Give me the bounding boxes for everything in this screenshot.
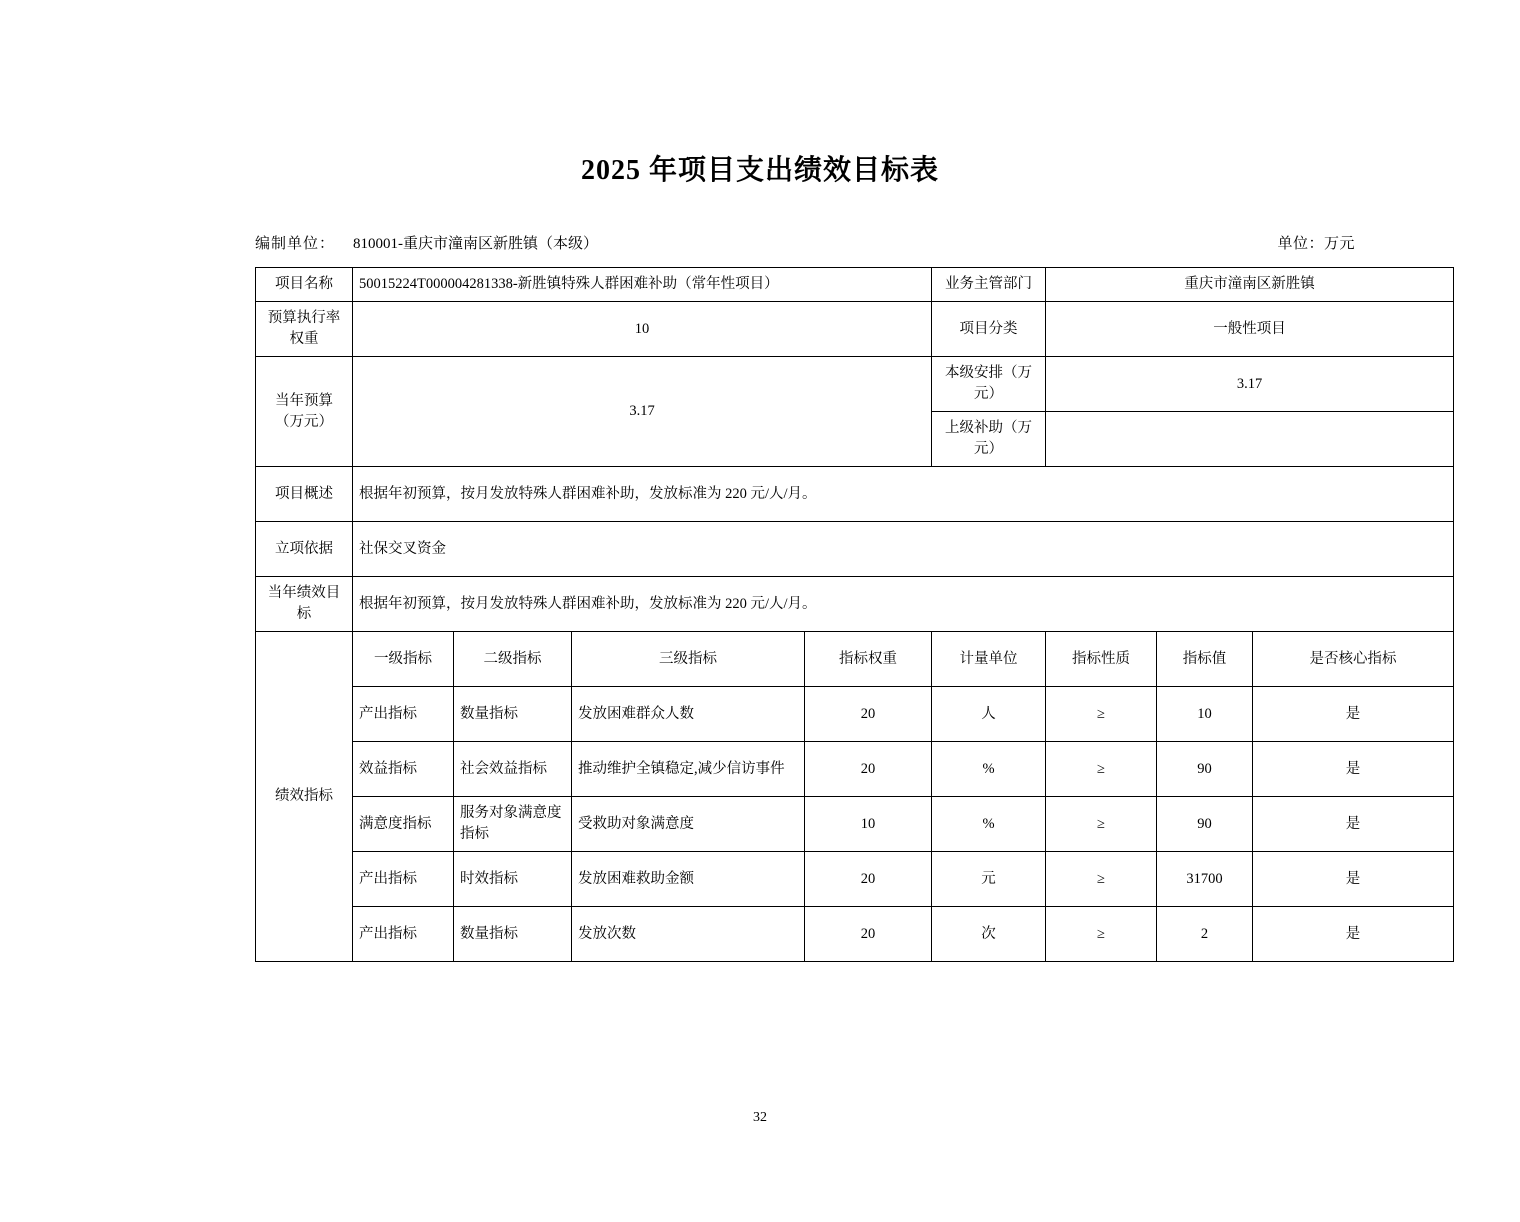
dept-value: 重庆市潼南区新胜镇 bbox=[1046, 268, 1454, 302]
table-row-exec-rate bbox=[256, 302, 1454, 357]
compiling-unit-label: 编制单位： bbox=[255, 236, 336, 252]
indicator-core: 是 bbox=[1253, 907, 1454, 962]
indicator-value: 31700 bbox=[1157, 852, 1253, 907]
indicator-header-level1: 一级指标 bbox=[353, 632, 454, 687]
indicator-weight: 20 bbox=[805, 907, 932, 962]
indicator-weight: 20 bbox=[805, 742, 932, 797]
table-row-indicator-header bbox=[256, 632, 1454, 687]
indicator-header-weight: 指标权重 bbox=[805, 632, 932, 687]
category-label: 项目分类 bbox=[932, 302, 1046, 357]
indicator-header-unit: 计量单位 bbox=[932, 632, 1046, 687]
indicator-nature: ≥ bbox=[1046, 687, 1157, 742]
upper-subsidy-value bbox=[1046, 412, 1454, 467]
indicator-header-nature: 指标性质 bbox=[1046, 632, 1157, 687]
project-name-value: 50015224T000004281338-新胜镇特殊人群困难补助（常年性项目） bbox=[353, 268, 932, 302]
indicator-value: 90 bbox=[1157, 797, 1253, 852]
table-row-local-arrange bbox=[256, 357, 1454, 412]
table-row bbox=[256, 687, 1454, 742]
indicator-header-level2: 二级指标 bbox=[454, 632, 572, 687]
indicator-level2: 时效指标 bbox=[454, 852, 572, 907]
indicator-nature: ≥ bbox=[1046, 907, 1157, 962]
indicator-header-core: 是否核心指标 bbox=[1253, 632, 1454, 687]
overview-value: 根据年初预算，按月发放特殊人群困难补助，发放标准为 220 元/人/月。 bbox=[353, 467, 1454, 522]
basis-value: 社保交叉资金 bbox=[353, 522, 1454, 577]
indicator-level2: 数量指标 bbox=[454, 907, 572, 962]
indicator-level2: 数量指标 bbox=[454, 687, 572, 742]
indicator-header-value: 指标值 bbox=[1157, 632, 1253, 687]
indicator-unit: 元 bbox=[932, 852, 1046, 907]
indicator-level1: 效益指标 bbox=[353, 742, 454, 797]
goal-label: 当年绩效目标 bbox=[256, 577, 353, 632]
indicator-unit: 人 bbox=[932, 687, 1046, 742]
indicator-unit: % bbox=[932, 797, 1046, 852]
indicator-unit: 次 bbox=[932, 907, 1046, 962]
indicator-level2: 社会效益指标 bbox=[454, 742, 572, 797]
project-name-label: 项目名称 bbox=[256, 268, 353, 302]
indicator-level3: 发放困难群众人数 bbox=[572, 687, 805, 742]
indicator-level3: 发放次数 bbox=[572, 907, 805, 962]
table-row-goal bbox=[256, 577, 1454, 632]
overview-label: 项目概述 bbox=[256, 467, 353, 522]
table-row-basis bbox=[256, 522, 1454, 577]
goal-value: 根据年初预算，按月发放特殊人群困难补助，发放标准为 220 元/人/月。 bbox=[353, 577, 1454, 632]
local-arrange-value: 3.17 bbox=[1046, 357, 1454, 412]
indicator-label: 绩效指标 bbox=[256, 632, 353, 962]
meta-row bbox=[255, 232, 1355, 253]
indicator-nature: ≥ bbox=[1046, 852, 1157, 907]
indicator-level3: 发放困难救助金额 bbox=[572, 852, 805, 907]
exec-rate-label: 预算执行率权重 bbox=[256, 302, 353, 357]
basis-label: 立项依据 bbox=[256, 522, 353, 577]
indicator-header-level3: 三级指标 bbox=[572, 632, 805, 687]
indicator-level1: 满意度指标 bbox=[353, 797, 454, 852]
table-row bbox=[256, 797, 1454, 852]
category-value: 一般性项目 bbox=[1046, 302, 1454, 357]
page-title: 2025 年项目支出绩效目标表 bbox=[580, 155, 939, 186]
indicator-unit: % bbox=[932, 742, 1046, 797]
indicator-weight: 20 bbox=[805, 687, 932, 742]
indicator-nature: ≥ bbox=[1046, 742, 1157, 797]
document-page bbox=[0, 148, 1520, 1222]
page-number: 32 bbox=[753, 1110, 767, 1125]
compiling-unit-value: 810001-重庆市潼南区新胜镇（本级） bbox=[353, 236, 599, 252]
table-row bbox=[256, 852, 1454, 907]
indicator-level3: 受救助对象满意度 bbox=[572, 797, 805, 852]
indicator-level1: 产出指标 bbox=[353, 687, 454, 742]
year-budget-value: 3.17 bbox=[353, 357, 932, 467]
table-row bbox=[256, 907, 1454, 962]
table-row-project-name bbox=[256, 268, 1454, 302]
table-row-overview bbox=[256, 467, 1454, 522]
indicator-nature: ≥ bbox=[1046, 797, 1157, 852]
dept-label: 业务主管部门 bbox=[932, 268, 1046, 302]
indicator-level2: 服务对象满意度指标 bbox=[454, 797, 572, 852]
year-budget-label: 当年预算（万元） bbox=[256, 357, 353, 467]
performance-target-table bbox=[255, 267, 1454, 962]
indicator-weight: 20 bbox=[805, 852, 932, 907]
indicator-core: 是 bbox=[1253, 852, 1454, 907]
compiling-unit bbox=[255, 232, 598, 253]
amount-unit-label: 单位：万元 bbox=[1277, 236, 1355, 252]
indicator-level1: 产出指标 bbox=[353, 852, 454, 907]
local-arrange-label: 本级安排（万元） bbox=[932, 357, 1046, 412]
indicator-value: 90 bbox=[1157, 742, 1253, 797]
exec-rate-value: 10 bbox=[353, 302, 932, 357]
upper-subsidy-label: 上级补助（万元） bbox=[932, 412, 1046, 467]
indicator-core: 是 bbox=[1253, 742, 1454, 797]
indicator-core: 是 bbox=[1253, 687, 1454, 742]
indicator-value: 10 bbox=[1157, 687, 1253, 742]
indicator-value: 2 bbox=[1157, 907, 1253, 962]
indicator-weight: 10 bbox=[805, 797, 932, 852]
indicator-level1: 产出指标 bbox=[353, 907, 454, 962]
indicator-core: 是 bbox=[1253, 797, 1454, 852]
table-row bbox=[256, 742, 1454, 797]
indicator-level3: 推动维护全镇稳定,减少信访事件 bbox=[572, 742, 805, 797]
